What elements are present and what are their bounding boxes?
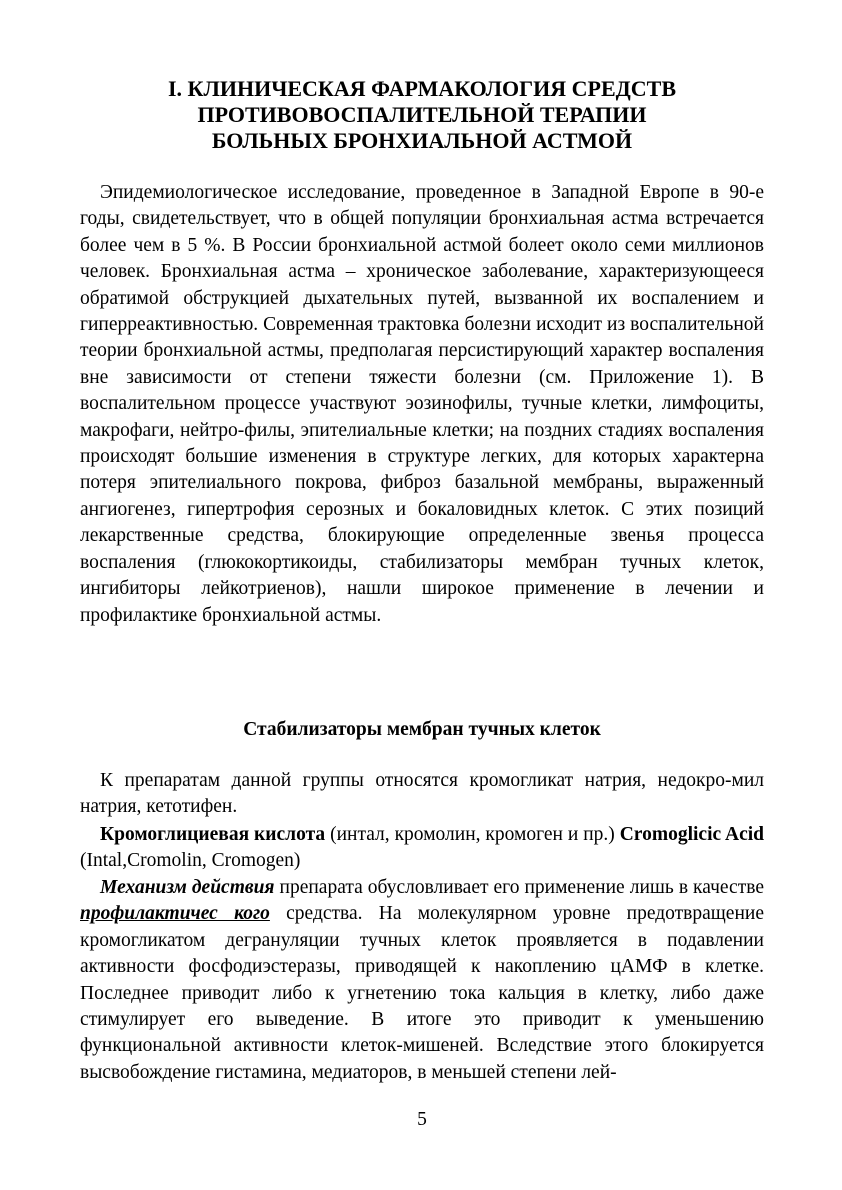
mechanism-paragraph bbox=[80, 875, 764, 1086]
group-section bbox=[80, 768, 764, 821]
chapter-title-line-2: ПРОТИВОВОСПАЛИТЕЛЬНОЙ ТЕРАПИИ bbox=[197, 102, 647, 127]
intro-section bbox=[80, 180, 764, 629]
mechanism-text-after: средства. На молекулярном уровне предотвращение кромогликатом дегрануляции тучных клеток проявляется в подавлении активности фосфодиэстеразы, приводящей к накоплению цАМФ в клетке. Последнее приводит либо к угнетению тока кальция в клетку, либо даже стимулирует его выведение. В итоге это приводит к уменьшению функциональной активности клеток-мишеней. Вследствие этого блокируется высвобождение гистамина, медиаторов, в меньшей степени лей- bbox=[80, 903, 764, 1083]
mechanism-term: Механизм действия bbox=[100, 877, 275, 898]
drug-entry bbox=[80, 822, 764, 875]
mechanism-section bbox=[80, 875, 764, 1086]
drug-synonyms-ru: (интал, кромолин, кромоген и пр.) bbox=[325, 824, 620, 845]
page-number: 5 bbox=[417, 1109, 427, 1130]
mechanism-text-before: препарата обусловливает его применение лишь в качестве bbox=[274, 877, 764, 898]
drug-name-en: Cromoglicic Acid bbox=[619, 824, 764, 845]
mechanism-emphasis: профилактичес кого bbox=[80, 903, 270, 925]
drug-synonyms-en: (Intal,Cromolin, Cromogen) bbox=[80, 850, 301, 872]
drug-name-ru: Кромоглициевая кислота bbox=[100, 824, 326, 845]
chapter-title bbox=[80, 76, 764, 154]
section-subheading: Стабилизаторы мембран тучных клеток bbox=[243, 719, 601, 740]
group-paragraph: К препаратам данной группы относятся кромогликат натрия, недокро-мил натрия, кетотифен. bbox=[80, 770, 764, 818]
chapter-title-line-1: I. КЛИНИЧЕСКАЯ ФАРМАКОЛОГИЯ СРЕДСТВ bbox=[167, 76, 677, 101]
drug-paragraph bbox=[80, 822, 764, 875]
chapter-title-line-3: БОЛЬНЫХ БРОНХИАЛЬНОЙ АСТМОЙ bbox=[211, 128, 633, 153]
intro-paragraph: Эпидемиологическое исследование, проведенное в Западной Европе в 90-е годы, свидетельствует, что в общей популяции бронхиальная астма встречается более чем в 5 %. В России бронхиальной астмой болеет около семи миллионов человек. Бронхиальная астма – хроническое заболевание, характеризующееся обратимой обструкцией дыхательных путей, вызванной их воспалением и гиперреактивностью. Современная трактовка болезни исходит из воспалительной теории бронхиальной астмы, предполагая персистирующий характер воспаления вне зависимости от степени тяжести болезни (см. Приложение 1). В воспалительном процессе участвуют эозинофилы, тучные клетки, лимфоциты, макрофаги, нейтро-филы, эпителиальные клетки; на поздних стадиях воспаления происходят большие изменения в структуре легких, для которых характерна потеря эпителиального покрова, фиброз базальной мембраны, выраженный ангиогенез, гипертрофия серозных и бокаловидных клеток. С этих позиций лекарственные средства, блокирующие определенные звенья процесса воспаления (глюкокортикоиды, стабилизаторы мембран тучных клеток, ингибиторы лейкотриенов), нашли широкое применение в лечении и профилактике бронхиальной астмы. bbox=[80, 182, 764, 626]
